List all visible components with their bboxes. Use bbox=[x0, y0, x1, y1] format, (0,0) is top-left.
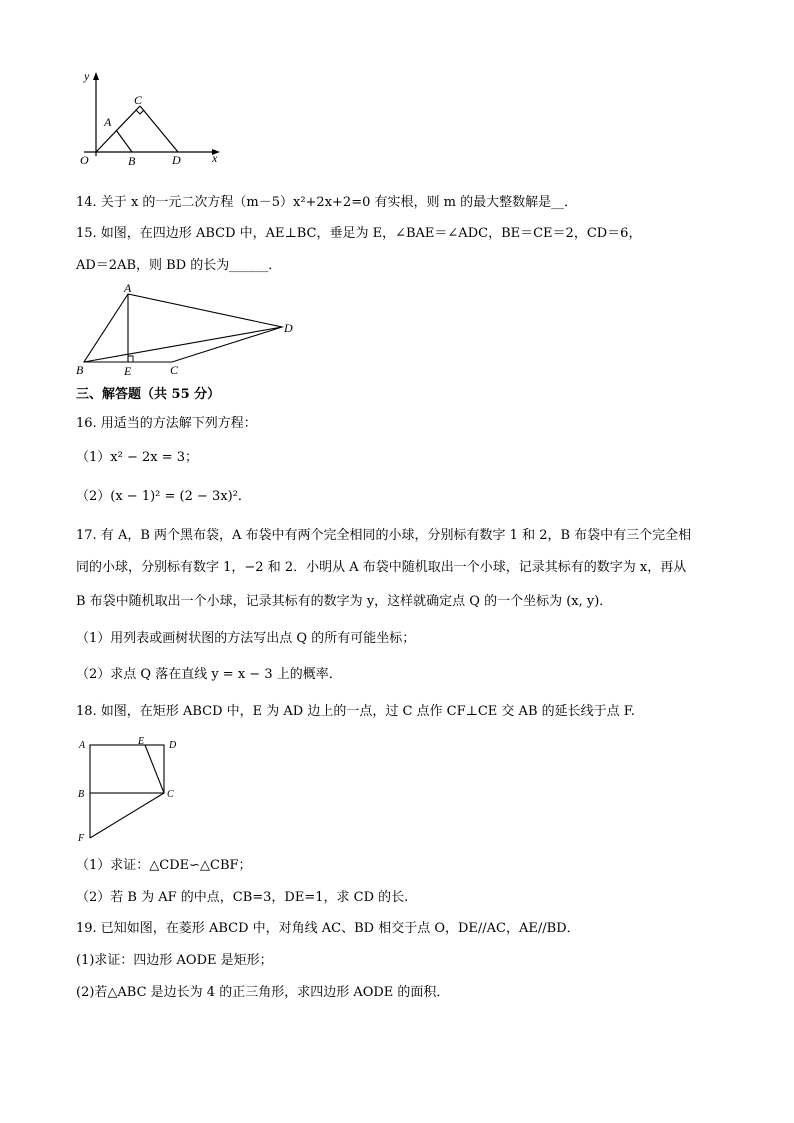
question-19: 19. 已知如图，在菱形 ABCD 中，对角线 AC、BD 相交于点 O，DE//AC，AE//BD． bbox=[76, 921, 580, 936]
rect-abcd bbox=[90, 745, 164, 793]
question-16: 16. 用适当的方法解下列方程： bbox=[76, 416, 257, 431]
label-x: x bbox=[212, 151, 218, 165]
coordinate-figure bbox=[74, 66, 226, 168]
label-y: y bbox=[84, 69, 90, 83]
section-3-heading: 三、解答题（共 55 分） bbox=[76, 387, 221, 402]
question-17-line3: B 布袋中随机取出一个小球，记录其标有的数字为 y，这样就确定点 Q 的一个坐标为 (x, y)． bbox=[76, 594, 613, 609]
label-a: A bbox=[104, 115, 112, 129]
segment-ab bbox=[116, 130, 132, 152]
question-14: 14. 关于 x 的一元二次方程（m－5）x²+2x+2=0 有实根，则 m 的最大整数解是__． bbox=[76, 195, 578, 210]
segment-cf bbox=[90, 793, 164, 838]
right-angle-mark-e bbox=[128, 356, 133, 362]
question-17-line2: 同的小球，分别标有数字 1，−2 和 2．小明从 A 布袋中随机取出一个小球，记录其标有的数字为 x，再从 bbox=[76, 560, 687, 575]
quadrilateral-figure bbox=[72, 282, 302, 378]
label-d: D bbox=[169, 740, 177, 751]
right-angle-mark bbox=[136, 110, 144, 114]
label-o: O bbox=[80, 153, 89, 167]
label-e: E bbox=[124, 364, 132, 378]
segment-ec bbox=[145, 745, 164, 793]
rectangle-figure bbox=[74, 734, 186, 844]
label-f: F bbox=[78, 833, 85, 844]
question-18-part1: （1）求证：△CDE∽△CBF； bbox=[76, 858, 252, 873]
question-17-line1: 17. 有 A，B 两个黑布袋，A 布袋中有两个完全相同的小球，分别标有数字 1 和 2，B 布袋中有三个完全相 bbox=[76, 528, 692, 543]
question-15-line2: AD＝2AB，则 BD 的长为______． bbox=[76, 258, 282, 273]
question-19-part2: (2)若△ABC 是边长为 4 的正三角形，求四边形 AODE 的面积． bbox=[76, 985, 450, 1000]
label-c: C bbox=[167, 789, 174, 800]
question-18-part2: （2）若 B 为 AF 的中点，CB=3，DE=1，求 CD 的长. bbox=[76, 890, 409, 905]
label-c: C bbox=[170, 363, 179, 377]
label-c: C bbox=[134, 93, 143, 107]
label-b: B bbox=[76, 363, 84, 377]
segment-od-c bbox=[96, 106, 140, 152]
question-16-part1: （1）x² − 2x = 3； bbox=[76, 450, 199, 465]
question-16-part2: （2）(x − 1)² = (2 − 3x)²． bbox=[76, 489, 251, 504]
label-d: D bbox=[284, 321, 293, 335]
question-18: 18. 如图，在矩形 ABCD 中，E 为 AD 边上的一点，过 C 点作 CF⊥CE 交 AB 的延长线于点 F. bbox=[76, 704, 635, 719]
segment-bd bbox=[84, 327, 282, 362]
label-e: E bbox=[138, 736, 145, 747]
label-a: A bbox=[79, 740, 86, 751]
question-17-part2: （2）求点 Q 落在直线 y = x − 3 上的概率． bbox=[76, 667, 342, 682]
question-17-part1: （1）用列表或画树状图的方法写出点 Q 的所有可能坐标； bbox=[76, 631, 416, 646]
label-d: D bbox=[172, 153, 181, 167]
segment-cd bbox=[140, 106, 178, 152]
question-19-part1: (1)求证：四边形 AODE 是矩形； bbox=[76, 953, 273, 968]
quad-abcd bbox=[84, 294, 282, 362]
question-15-line1: 15. 如图，在四边形 ABCD 中，AE⊥BC，垂足为 E，∠BAE＝∠ADC，BE＝CE＝2，CD＝6， bbox=[76, 226, 642, 241]
label-b: B bbox=[78, 789, 85, 800]
label-a: A bbox=[124, 282, 132, 295]
y-axis-arrow bbox=[93, 72, 99, 80]
label-b: B bbox=[128, 154, 136, 168]
